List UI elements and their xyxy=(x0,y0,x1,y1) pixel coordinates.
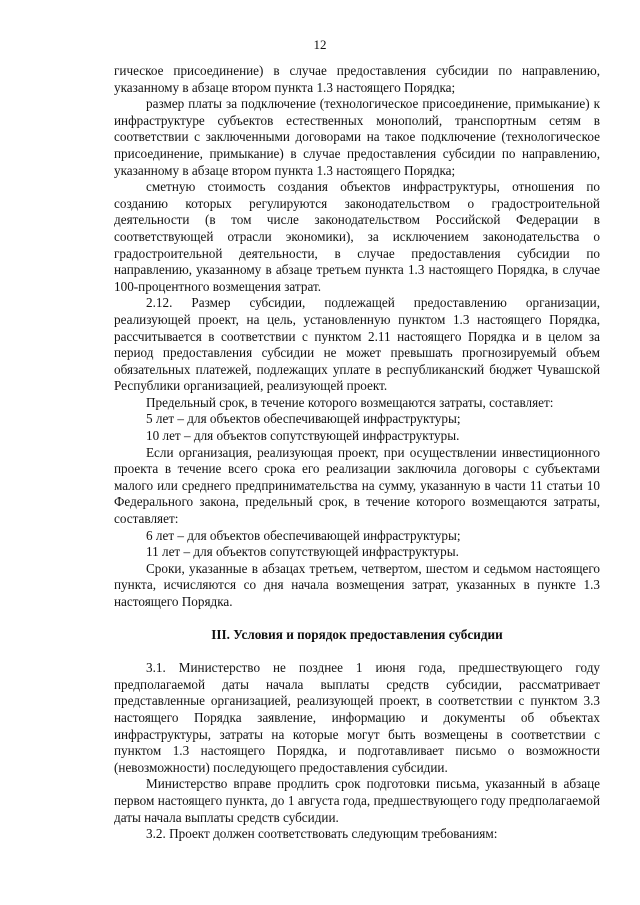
paragraph: гическое присоединение) в случае предоставления субсидии по направлению, указанному в абзаце втором пункта 1.3 настоящего Порядка; xyxy=(114,63,600,95)
paragraph: 11 лет – для объектов сопутствующей инфраструктуры. xyxy=(146,544,459,560)
section-heading: III. Условия и порядок предоставления субсидии xyxy=(211,626,503,642)
paragraph: Сроки, указанные в абзацах третьем, четвертом, шестом и седьмом настоящего пункта, исчисляются со дня начала возмещения затрат, указанных в пункте 1.3 настоящего Порядка. xyxy=(114,560,600,609)
paragraph: размер платы за подключение (технологическое присоединение, примыкание) к инфраструктуре субъектов естественных монополий, транспортным сетям в соответствии с заключенными договорами на такое подключение (технологическое присоединение, примыкание) в случае предоставления субсидии по направлению, указанному в абзаце втором пункта 1.3 настоящего Порядка; xyxy=(114,96,600,178)
paragraphs-after-heading xyxy=(114,660,600,843)
paragraph: Если организация, реализующая проект, при осуществлении инвестиционного проекта в течение всего срока его реализации заключила договоры с субъектами малого или среднего предпринимательства на сумму, указанную в части 11 статьи 10 Федерального закона, предельный срок, в течение которого возмещаются затраты, составляет: xyxy=(114,444,600,527)
paragraph: 10 лет – для объектов сопутствующей инфраструктуры. xyxy=(146,428,460,444)
paragraphs-before-heading xyxy=(114,63,600,611)
document-body xyxy=(114,63,600,843)
paragraph: 3.1. Министерство не позднее 1 июня года, предшествующего году предполагаемой даты начала выплаты средств субсидии, рассматривает представленные организацией, реализующей проект, в соответствии с пунктом 3.3 настоящего Порядка заявление, информацию и документы об объектах инфраструктуры, затраты на которые могут быть возмещены в соответствии с пунктом 1.3 настоящего Порядка, и подготавливает письмо о возможности (невозможности) последующего предоставления субсидии. xyxy=(114,660,600,775)
paragraph: 2.12. Размер субсидии, подлежащей предоставлению организации, реализующей проект, на цель, установленную пунктом 1.3 настоящего Порядка, рассчитывается в соответствии с пунктом 2.11 настоящего Порядка и в целом за период предоставления субсидии не может превышать прогнозируемый объем обязательных платежей, подлежащих уплате в республиканский бюджет Чувашской Республики организацией, реализующей проект. xyxy=(114,295,600,394)
paragraph: сметную стоимость создания объектов инфраструктуры, отношения по созданию которых регулируются законодательством о градостроительной деятельности (в том числе законодательством Российской Федерации в соответствующей отрасли экономики), за исключением законодательства о градостроительной деятельности, в случае предоставления субсидии по направлению, указанному в абзаце третьем пункта 1.3 настоящего Порядка, в случае 100-процентного возмещения затрат. xyxy=(114,179,600,294)
paragraph: 3.2. Проект должен соответствовать следующим требованиям: xyxy=(146,826,498,842)
page-number: 12 xyxy=(313,37,327,52)
paragraph: Предельный срок, в течение которого возмещаются затраты, составляет: xyxy=(146,394,554,410)
paragraph: Министерство вправе продлить срок подготовки письма, указанный в абзаце первом настоящего пункта, до 1 августа года, предшествующего году предполагаемой даты начала выплаты средств субсидии. xyxy=(114,776,600,825)
paragraph: 5 лет – для объектов обеспечивающей инфраструктуры; xyxy=(146,411,461,427)
paragraph: 6 лет – для объектов обеспечивающей инфраструктуры; xyxy=(146,527,461,543)
